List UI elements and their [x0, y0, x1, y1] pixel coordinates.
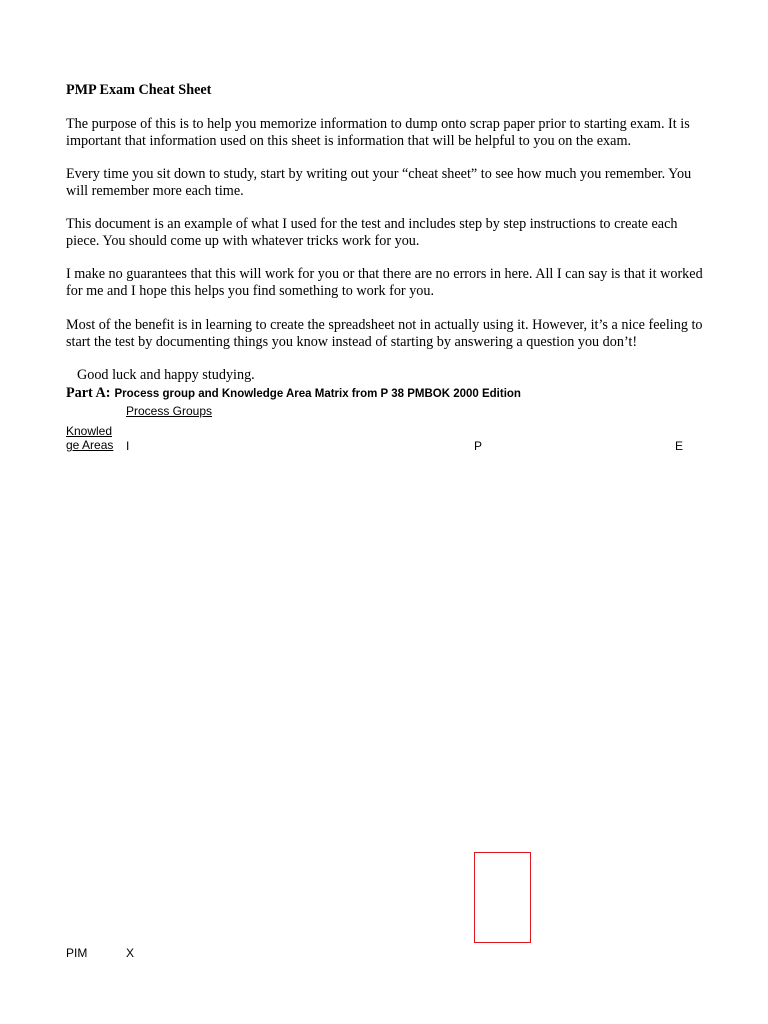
part-a-label: Part A:: [66, 385, 111, 401]
paragraph-disclaimer: I make no guarantees that this will work for you or that there are no errors in here. All I can say is that it worked for me and I hope this helps you find something to work for you.: [66, 266, 703, 299]
knowledge-areas-header: Knowledge Areas: [66, 424, 114, 452]
highlight-box: [474, 852, 531, 943]
process-groups-header: Process Groups: [126, 404, 213, 418]
row-label-pim: PIM: [66, 946, 88, 960]
column-header-planning: P: [474, 439, 483, 453]
paragraph-example: This document is an example of what I used for the test and includes step by step instructions to create each piece. You should come up with whatever tricks work for you.: [66, 216, 678, 249]
paragraph-purpose: The purpose of this is to help you memorize information to dump onto scrap paper prior to starting exam. It is important that information used on this sheet is information that will be helpful to you on the exam.: [66, 116, 690, 149]
part-a-heading: [66, 384, 521, 402]
closing-line: Good luck and happy studying.: [77, 367, 255, 383]
part-a-title: Process group and Knowledge Area Matrix from P 38 PMBOK 2000 Edition: [114, 388, 521, 400]
row-mark-pim-initiating: X: [126, 946, 135, 960]
column-header-initiating: I: [126, 439, 130, 453]
document-title: PMP Exam Cheat Sheet: [66, 82, 212, 98]
paragraph-study-tip: Every time you sit down to study, start by writing out your “cheat sheet” to see how much you remember. You will remember more each time.: [66, 166, 692, 199]
column-header-executing: E: [675, 439, 684, 453]
paragraph-benefit: Most of the benefit is in learning to create the spreadsheet not in actually using it. However, it’s a nice feeling to start the test by documenting things you know instead of starting by answering a question you don’t!: [66, 317, 703, 350]
